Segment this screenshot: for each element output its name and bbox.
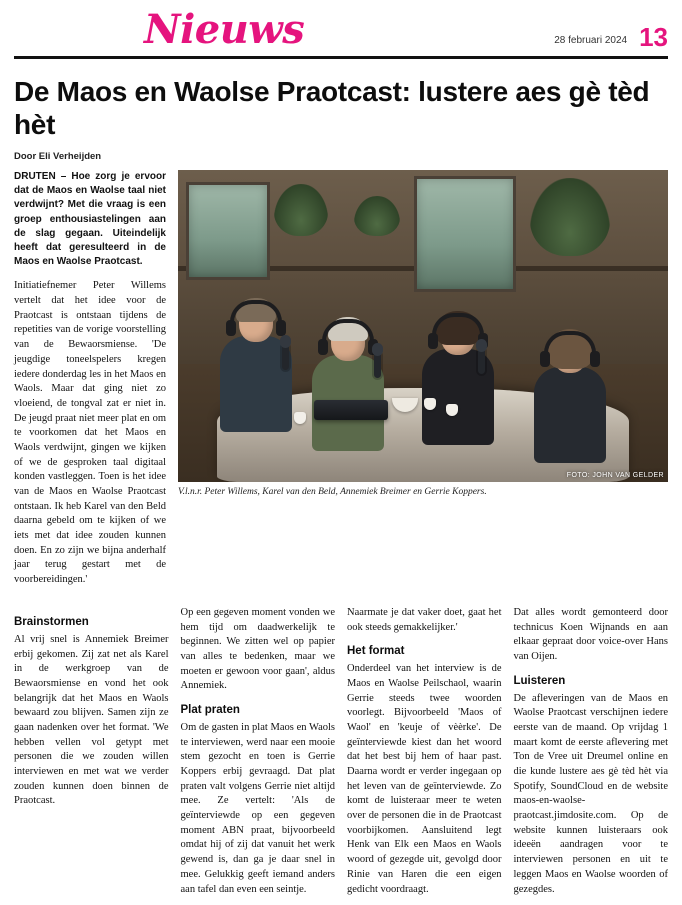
article-byline: Door Eli Verheijden [14,151,102,163]
photo-plant-left [274,184,328,236]
newspaper-logo: Nieuws [144,6,305,53]
publication-date: 28 februari 2024 [554,35,628,46]
microphone-icon [374,352,381,378]
intro-column [14,170,166,596]
section-paragraph: Dat alles wordt gemonteerd door technicus Koen Wijnands en aan elkaar gepraat door voice-over Hans van Oijen. [513,606,668,662]
section-heading-plat-praten: Plat praten [180,703,240,716]
article-columns [14,606,668,905]
audio-mixer [314,400,388,420]
section-paragraph: Om de gasten in plat Maos en Waols te interviewen, werd naar een mooie stem gezocht en toen is Gerrie Koppers erbij gevraagd. Dat plat praten valt volgens Gerrie niet altijd mee. Ze vertelt: 'Als de geïnterviewde op een gegeven moment ABN praat, bijvoorbeeld omdat hij of zij dat vanuit het werk gewend is, dan ga je daar snel in mee. Gelukkig geeft iemand anders aan tafel dan even een seintje. [180,721,335,895]
masthead [14,0,668,59]
photo-person-2 [312,321,384,451]
headphones-icon [544,331,596,361]
photo-person-3 [422,315,494,445]
section-paragraph: Naarmate je dat vaker doet, gaat het ook steeds gemakkelijker.' [347,606,502,633]
article-photo [178,170,668,482]
column-1 [14,606,169,905]
article-lead: DRUTEN – Hoe zorg je ervoor dat de Maos en Waolse taal niet verdwijnt? Met die vraag is een groep enthousiastelingen aan de slag gegaan. Uiteindelijk heeft dat geresulteerd in de Maos en Waolse Praotcast. [14,171,166,268]
microphone-icon [282,344,289,370]
headphones-icon [230,300,282,330]
section-paragraph: Al vrij snel is Annemiek Breimer erbij gekomen. Zij zat net als Karel in de werkgroep van de Bewaorsmiense en vond het ook belangrijk dat het Maos en Waols bewaard zou blijven. Samen zijn ze gaan nadenken over het format. 'We hebben vellen vol getypt met personen die we zouden willen interviewen en met wat we verder zouden kunnen doen binnen de Praotcast. [14,633,169,807]
section-paragraph: Onderdeel van het interview is de Maos en Waolse Peilschaol, waarin Gerrie steeds twee woorden voorlegt. Bijvoorbeeld 'Maos of Waol' en 'keuje of vèèrke'. De geïnterviewde kiest dan het woord dat het best bij hem of haar past. Daarna wordt er verder ingegaan op het leven van de geïnterviewde. Zo komt de luisteraar meer te weten over de personen die in de Praotcast voorbijkomen. Aansluitend legt Henk van Elk een Maos en Waols woord of gezegde uit, gevolgd door Rinie van Haren die een eigen gedicht voordraagt. [347,663,502,895]
section-heading-het-format: Het format [347,645,405,658]
headphones-icon [322,319,374,349]
photo-plant-right [530,178,610,256]
section-heading-luisteren: Luisteren [513,674,566,687]
photo-column [178,170,668,596]
headphones-icon [432,313,484,343]
photo-credit: FOTO: JOHN VAN GELDER [566,472,664,480]
section-paragraph: Op een gegeven moment vonden we hem tijd om daadwerkelijk te beginnen. We zitten wel op papier van alles te bedenken, maar we moeten er gewoon voor gaan', aldus Annemiek. [180,606,335,692]
article-top-block [14,170,668,596]
photo-plant-center [354,196,400,236]
cup [424,398,436,410]
column-4 [514,606,669,905]
column-2 [181,606,336,905]
column-3 [347,606,502,905]
photo-person-4 [534,333,606,463]
person-body [534,367,606,463]
section-heading-brainstormen: Brainstormen [14,615,89,628]
cup [446,404,458,416]
masthead-right [554,24,668,56]
intro-body [14,279,166,587]
article-headline: De Maos en Waolse Praotcast: lustere aes gè tèd hèt [14,76,650,141]
photo-caption: V.l.n.r. Peter Willems, Karel van den Beld, Annemiek Breimer en Gerrie Koppers. [178,487,487,498]
section-paragraph: De afleveringen van de Maos en Waolse Praotcast verschijnen iedere eerste van de maand. Op vrijdag 1 maart komt de eerste aflevering met Ton de Vree uit Dreumel online en die kunde lustere aes gè tèd hèt via Spotify, SoundCloud en de website maos-en-waolse-praotcast.jimdosite.com. Op de website kunnen luisteraars ook ideeën aandragen voor te interviewen personen en uit te leggen Maos en Waolse woorden of gezegdes. [513,692,668,895]
intro-paragraph: Initiatiefnemer Peter Willems vertelt dat het idee voor de Praotcast is ontstaan tijdens de repetities van de vorige voorstelling van de Bewaorsmiense. 'De jeugdige toneelspelers kregen iedere donderdag les in het Maos en Waols. Maar dat ging niet zo vloeiend, de tongval zat er niet in. De jeugd praat niet meer plat en om te voorkomen dat het Maos en Waols verdwijnt, gingen we kijken of we de gesproken taal digitaal konden vastleggen. Toen is het idee van de Maos en Waolse Praotcast ontstaan. Ik heb Karel van den Beld daarna gebeld om te kijken of we iets met dat idee zouden kunnen doen. En zo zijn we bijna anderhalf jaar terug gestart met de voorbereidingen.' [14,280,166,586]
photo-window-left [186,182,270,280]
microphone-icon [478,348,485,374]
photo-window-right [414,176,516,292]
photo-scene [178,170,668,482]
cup [294,412,306,424]
page-number: 13 [639,22,668,52]
